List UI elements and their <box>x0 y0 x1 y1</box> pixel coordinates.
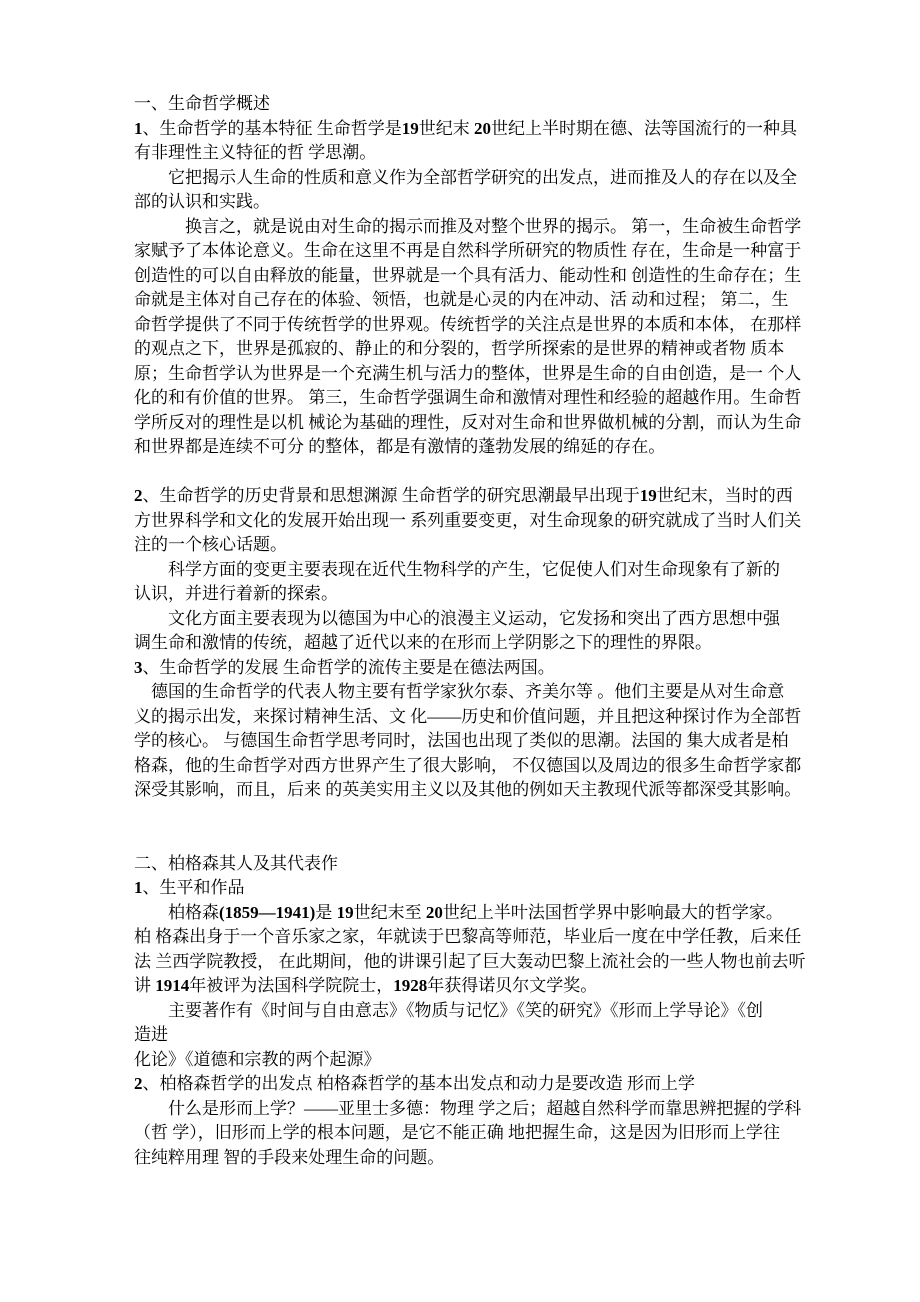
blank-line <box>134 460 794 485</box>
text-line: 调生命和激情的传统，超越了近代以来的在形而上学阴影之下的理性的界限。 <box>134 633 712 652</box>
text-line: 1、生平和作品 <box>134 878 245 897</box>
text-line: 化论》《道德和宗教的两个起源》 <box>134 1049 381 1069</box>
text-line: 柏 格森出身于一个音乐家之家，年就读于巴黎高等师范，毕业后一度在中学任教，后来任 <box>134 927 802 946</box>
text-line: 主要著作有《时间与自由意志》《物质与记忆》《笑的研究》《形而上学导论》《创 <box>134 1000 763 1020</box>
text-line: 深受其影响，而且，后来 的英美实用主义以及其他的例如天主教现代派等都深受其影响。 <box>134 780 802 799</box>
text-line: 柏格森(1859—1941)是 19世纪末至 20世纪上半叶法国哲学界中影响最大的哲学家。 <box>134 902 783 922</box>
blank-line <box>134 803 794 828</box>
text-line: 往纯粹用理 智的手段来处理生命的问题。 <box>134 1147 445 1167</box>
text-line: 学的核心。 与德国生命哲学思考同时，法国也出现了类似的思潮。法国的 集大成者是柏 <box>134 731 789 750</box>
text-line: 二、柏格森其人及其代表作 <box>134 853 338 873</box>
text-line: 学所反对的理性是以机 械论为基础的理性，反对对生命和世界做机械的分割，而认为生命 <box>134 412 802 432</box>
text-line: 有非理性主义特征的哲 学思潮。 <box>134 143 377 162</box>
text-line: （哲 学），旧形而上学的根本问题，是它不能正确 地把握生命，这是因为旧形而上学往 <box>134 1123 780 1142</box>
text-line: 部的认识和实践。 <box>134 192 270 211</box>
text-line: 文化方面主要表现为以德国为中心的浪漫主义运动，它发扬和突出了西方思想中强 <box>134 608 780 628</box>
text-line: 命哲学提供了不同于传统哲学的世界观。传统哲学的关注点是世界的本质和本体， 在那样 <box>134 314 802 334</box>
text-line: 它把揭示人生命的性质和意义作为全部哲学研究的出发点，进而推及人的存在以及全 <box>134 167 797 187</box>
text-line: 化的和有价值的世界。 第三，生命哲学强调生命和激情对理性和经验的超越作用。生命哲 <box>134 388 802 407</box>
text-line: 3、生命哲学的发展 生命哲学的流传主要是在德法两国。 <box>134 657 555 677</box>
text-line: 方世界科学和文化的发展开始出现一 系列重要变更，对生命现象的研究就成了当时人们关 <box>134 510 802 530</box>
text-line: 2、柏格森哲学的出发点 柏格森哲学的基本出发点和动力是要改造 形而上学 <box>134 1074 695 1093</box>
text-line: 2、生命哲学的历史背景和思想渊源 生命哲学的研究思潮最早出现于19世纪末，当时的西 <box>134 486 793 505</box>
text-line: 科学方面的变更主要表现在近代生物科学的产生，它促使人们对生命现象有了新的 <box>134 559 780 579</box>
text-line: 认识，并进行着新的探索。 <box>134 584 338 603</box>
text-line: 的观点之下，世界是孤寂的、静止的和分裂的，哲学所探索的是世界的精神或者物 质本 <box>134 339 785 358</box>
blank-line <box>134 827 794 852</box>
text-line: 注的一个核心话题。 <box>134 535 287 554</box>
text-line: 创造性的可以自由释放的能量，世界就是一个具有活力、能动性和 创造性的生命存在；生 <box>134 265 802 285</box>
text-line: 家赋予了本体论意义。生命在这里不再是自然科学所研究的物质性 存在，生命是一种富于 <box>134 241 802 260</box>
text-line: 义的揭示出发，来探讨精神生活、文 化——历史和价值问题，并且把这种探讨作为全部哲 <box>134 706 802 726</box>
text-line: 造进 <box>134 1025 168 1044</box>
text-line: 德国的生命哲学的代表人物主要有哲学家狄尔泰、齐美尔等 。他们主要是从对生命意 <box>134 682 785 701</box>
text-line: 一、生命哲学概述 <box>134 94 270 113</box>
text-line: 换言之，就是说由对生命的揭示而推及对整个世界的揭示。 第一，生命被生命哲学 <box>134 216 802 236</box>
text-line: 什么是形而上学？——亚里士多德：物理 学之后；超越自然科学而靠思辨把握的学科 <box>134 1098 802 1118</box>
text-line: 和世界都是连续不可分 的整体，都是有激情的蓬勃发展的绵延的存在。 <box>134 437 666 456</box>
text-line: 讲 1914年被评为法国科学院院士，1928年获得诺贝尔文学奖。 <box>134 976 598 995</box>
text-line: 法 兰西学院教授， 在此期间，他的讲课引起了巨大轰动巴黎上流社会的一些人物也前去听 <box>134 951 806 971</box>
document-body <box>134 92 806 1170</box>
text-line: 命就是主体对自己存在的体验、领悟，也就是心灵的内在冲动、活 动和过程； 第二，生 <box>134 290 789 309</box>
text-line: 1、生命哲学的基本特征 生命哲学是19世纪末 20世纪上半时期在德、法等国流行的一种具 <box>134 118 797 138</box>
text-line: 格森，他的生命哲学对西方世界产生了很大影响， 不仅德国以及周边的很多生命哲学家都 <box>134 755 802 775</box>
text-line: 原；生命哲学认为世界是一个充满生机与活力的整体，世界是生命的自由创造，是一 个人 <box>134 363 802 383</box>
